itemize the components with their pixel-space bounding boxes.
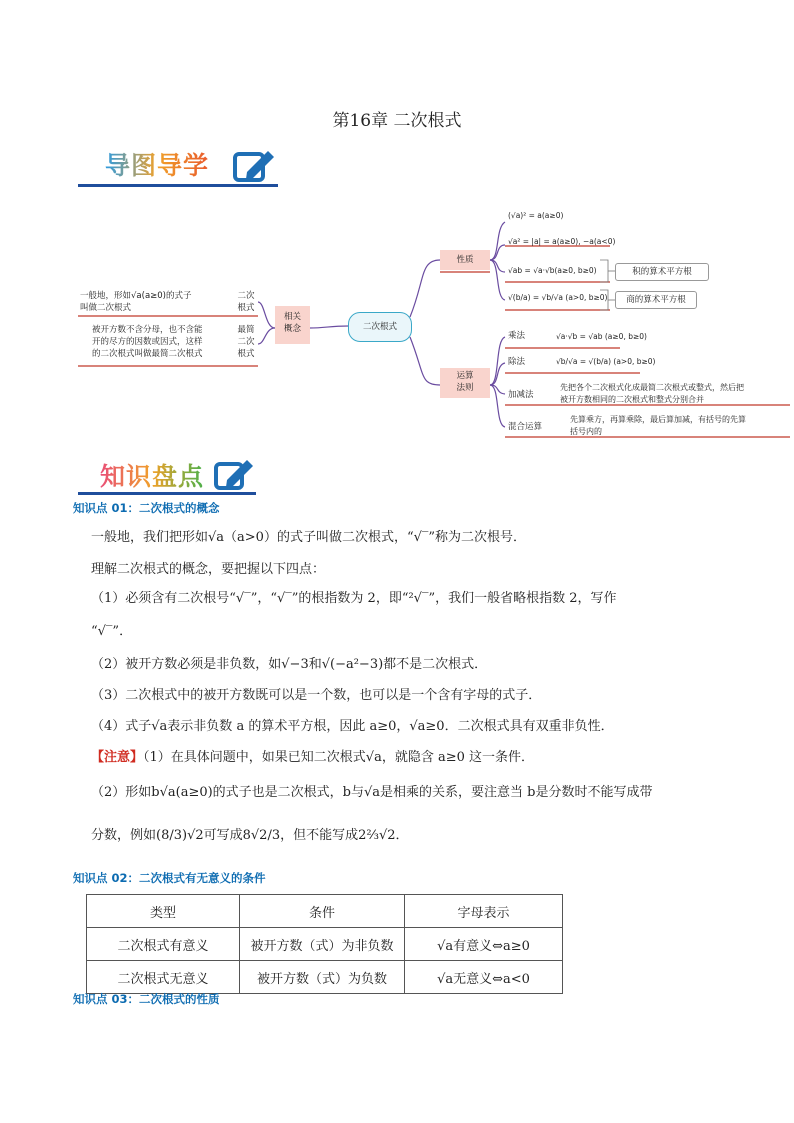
k1-note: 分数，例如(8/3)√2可写成8√2/3，但不能写成2⅔√2． xyxy=(91,828,409,843)
k1-paragraph: （3）二次根式中的被开方数既可以是一个数，也可以是一个含有字母的式子． xyxy=(91,688,542,703)
table-cell: 二次根式有意义 xyxy=(87,928,240,961)
table-row xyxy=(87,961,563,994)
k1-note: （2）形如b√a(a≥0)的式子也是二次根式，b与√a是相乘的关系，要注意当 b是分数时不能写成带 xyxy=(91,785,653,800)
mindmap-simplest-label: 最简 二次 根式 xyxy=(237,325,255,359)
banner-underline xyxy=(78,492,256,495)
edit-icon xyxy=(232,148,276,186)
mindmap-operations-node: 运算 法则 xyxy=(440,368,490,398)
prop-item: (√a)² = a(a≥0) xyxy=(508,211,564,220)
op-desc: 先把各个二次根式化成最简二次根式或整式，然后把 被开方数相同的二次根式和整式分别合并 xyxy=(560,383,744,404)
page-title: 第16章 二次根式 xyxy=(332,111,462,131)
section-heading-01: 知识点 01：二次根式的概念 xyxy=(73,501,220,515)
op-name: 乘法 xyxy=(508,331,526,341)
table-cell: 二次根式无意义 xyxy=(87,961,240,994)
table-cell: 被开方数（式）为非负数 xyxy=(240,928,405,961)
op-name: 混合运算 xyxy=(508,422,543,432)
section-heading-02: 知识点 02：二次根式有无意义的条件 xyxy=(73,871,266,885)
conditions-table xyxy=(86,894,563,994)
mindmap-properties-node: 性质 xyxy=(440,250,490,270)
k1-paragraph: （2）被开方数必须是非负数，如√−3和√(−a²−3)都不是二次根式． xyxy=(91,657,488,672)
table-row xyxy=(87,928,563,961)
prop-item: √ab = √a·√b(a≥0, b≥0) xyxy=(508,266,597,275)
k1-paragraph: 一般地，我们把形如√a（a>0）的式子叫做二次根式，“√‾”称为二次根号． xyxy=(91,530,527,545)
table-header: 类型 xyxy=(87,895,240,928)
mindmap-def-label: 二次 根式 xyxy=(237,291,255,313)
banner-knowledge: 知识盘点 xyxy=(100,462,205,491)
mindmap-simplest-text: 被开方数不含分母，也不含能 开的尽方的因数或因式，这样 的二次根式叫做最简二次根式 xyxy=(92,325,203,359)
k1-paragraph: “√‾”． xyxy=(91,624,133,639)
op-desc: 先算乘方，再算乘除，最后算加减，有括号的先算 括号内的 xyxy=(570,415,746,436)
table-header: 字母表示 xyxy=(405,895,563,928)
banner-mindmap: 导图导学 xyxy=(105,151,210,180)
op-name: 除法 xyxy=(508,357,526,367)
k1-paragraph: （4）式子√a表示非负数 a 的算术平方根，因此 a≥0，√a≥0．二次根式具有双重非负性． xyxy=(91,719,614,734)
op-desc: √a·√b = √ab (a≥0, b≥0) xyxy=(556,332,647,341)
k1-note xyxy=(91,748,534,768)
table-cell: √a无意义⇔a<0 xyxy=(405,961,563,994)
section-heading-03: 知识点 03：二次根式的性质 xyxy=(73,992,220,1006)
prop-note-quotient: 商的算术平方根 xyxy=(615,291,697,309)
table-header: 条件 xyxy=(240,895,405,928)
op-desc: √b/√a = √(b/a) (a>0, b≥0) xyxy=(556,357,656,366)
mindmap-center-node: 二次根式 xyxy=(348,312,412,342)
banner-underline xyxy=(78,184,278,187)
note-label: 【注意】 xyxy=(91,750,144,765)
op-name: 加减法 xyxy=(508,390,534,400)
prop-item: √(b/a) = √b/√a (a>0, b≥0) xyxy=(508,293,608,302)
edit-icon xyxy=(213,458,255,494)
prop-item: √a² = |a| = a(a≥0), −a(a<0) xyxy=(508,237,616,246)
note-text: （1）在具体问题中，如果已知二次根式√a，就隐含 a≥0 这一条件． xyxy=(143,750,534,765)
k1-paragraph: （1）必须含有二次根号“√‾”，“√‾”的根指数为 2，即“²√‾”，我们一般省略根指数 2，写作 xyxy=(91,591,617,606)
k1-paragraph: 理解二次根式的概念，要把握以下四点： xyxy=(91,562,326,577)
table-header-row xyxy=(87,895,563,928)
mindmap-def-text: 一般地，形如√a(a≥0)的式子 叫做二次根式 xyxy=(80,291,192,313)
mindmap-related-concepts: 相关 概念 xyxy=(275,306,310,344)
table-cell: √a有意义⇔a≥0 xyxy=(405,928,563,961)
table-cell: 被开方数（式）为负数 xyxy=(240,961,405,994)
prop-note-product: 积的算术平方根 xyxy=(615,263,709,281)
